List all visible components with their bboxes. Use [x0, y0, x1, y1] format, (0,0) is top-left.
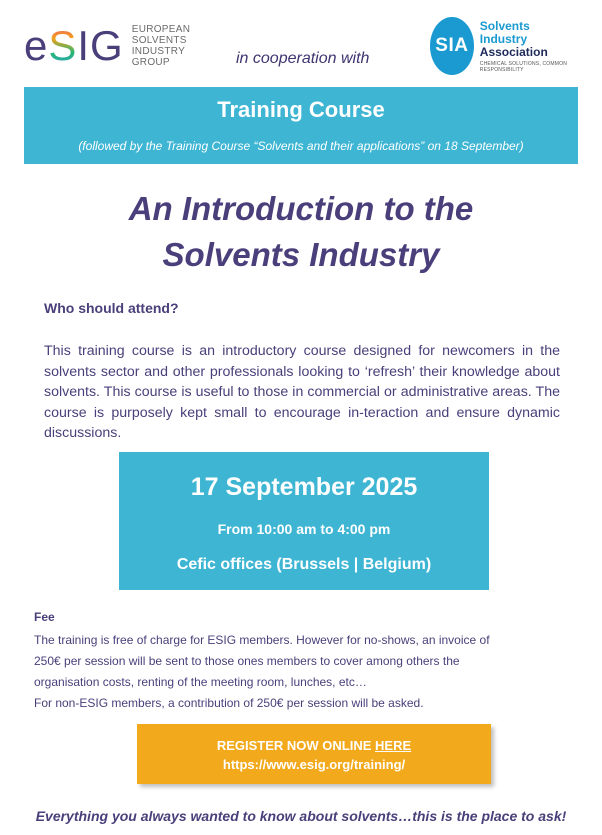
esig-tagline-line: SOLVENTS INDUSTRY	[131, 35, 187, 57]
fee-line: For non-ESIG members, a contribution of 250€ per session will be asked.	[34, 696, 424, 710]
banner-title: Training Course	[217, 97, 385, 122]
page-title-line: Solvents Industry	[162, 236, 440, 273]
register-url[interactable]: https://www.esig.org/training/	[222, 757, 406, 772]
event-place: Cefic offices (Brussels | Belgium)	[176, 556, 432, 573]
who-heading: Who should attend?	[44, 300, 179, 316]
cooperation-text: in cooperation with	[236, 50, 370, 67]
sia-name-line: Association	[479, 44, 548, 59]
event-time: From 10:00 am to 4:00 pm	[217, 521, 391, 537]
esig-logo-tagline	[132, 24, 224, 68]
esig-tagline-line: EUROPEAN	[131, 24, 191, 35]
fee-line: organisation costs, renting of the meeting room, lunches, etc…	[34, 675, 367, 689]
fee-line: 250€ per session will be sent to those ones members to cover among others the	[34, 654, 460, 668]
fee-line: The training is free of charge for ESIG members. However for no-shows, an invoice of	[34, 633, 490, 647]
fee-body	[34, 630, 574, 714]
sia-logo-text	[480, 20, 580, 73]
esig-logo	[24, 18, 224, 74]
page-title-line: An Introduction to the	[128, 190, 474, 227]
esig-logo-mark: eSIG	[24, 22, 124, 69]
register-label: REGISTER NOW ONLINE	[216, 738, 372, 753]
sia-logo-circle: SIA	[430, 17, 474, 75]
event-date: 17 September 2025	[190, 473, 418, 501]
sia-name-line: Solvents	[479, 18, 530, 33]
sia-logo	[430, 14, 580, 78]
sia-tagline: CHEMICAL SOLUTIONS, COMMON RESPONSIBILITY	[479, 60, 568, 73]
banner-subtitle: (followed by the Training Course “Solvents and their applications” on 18 September)	[78, 139, 524, 153]
esig-tagline-line: GROUP	[131, 57, 170, 68]
course-banner	[24, 87, 578, 164]
register-button[interactable]	[137, 724, 491, 784]
event-details-box	[119, 452, 489, 590]
sia-name-line: Industry	[479, 31, 528, 46]
register-label-line	[137, 736, 491, 755]
register-here-link[interactable]: HERE	[375, 738, 412, 753]
who-body: This training course is an introductory course designed for newcomers in the solvents sector and other professionals looking to ‘refresh’ their knowledge about solvents. This course is useful to those in commercial or administrative areas. The course is purposely kept small to encourage in-teraction and ensure dynamic discussions.	[44, 343, 560, 441]
page-title	[0, 186, 602, 278]
fee-heading: Fee	[34, 610, 55, 624]
footer-tagline: Everything you always wanted to know about solvents…this is the place to ask!	[35, 808, 567, 824]
